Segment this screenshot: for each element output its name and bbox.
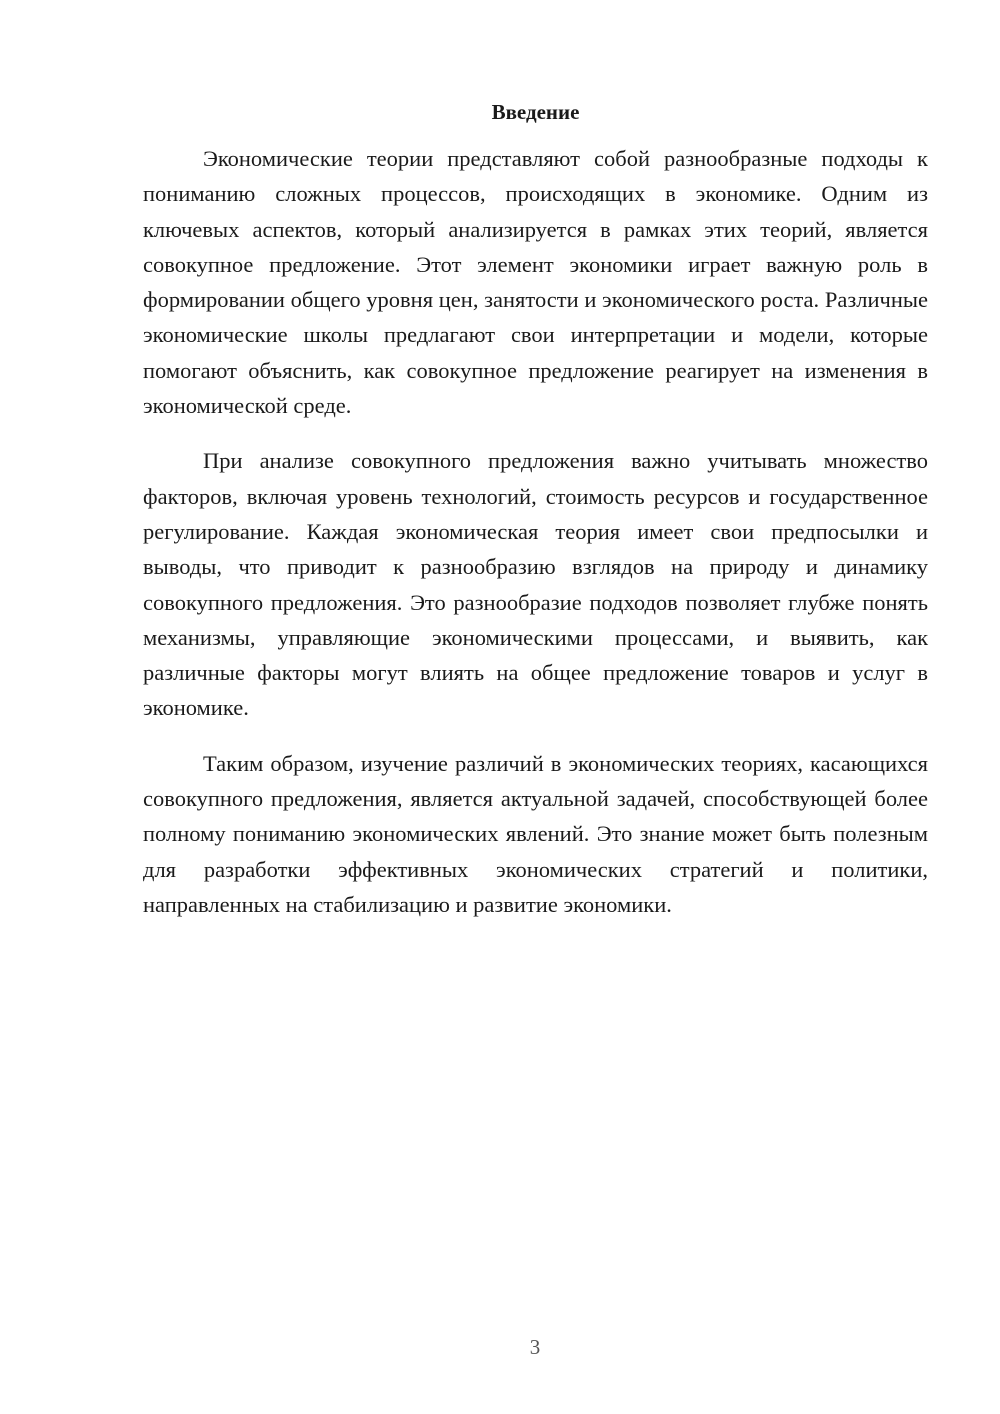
page-number: 3 [529,1335,541,1359]
section-title: Введение [491,100,580,124]
body-text [143,141,928,942]
paragraph-1: Экономические теории представляют собой разнообразные подходы к пониманию сложных процессов, происходящих в экономике. Одним из ключевых аспектов, который анализируется в рамках этих теорий, является совокупное предложение. Этот элемент экономики играет важную роль в формировании общего уровня цен, занятости и экономического роста. Различные экономические школы предлагают свои интерпретации и модели, которые помогают объяснить, как совокупное предложение реагирует на изменения в экономической среде. [143,146,928,419]
paragraph-3: Таким образом, изучение различий в экономических теориях, касающихся совокупного предложения, является актуальной задачей, способствующей более полному пониманию экономических явлений. Это знание может быть полезным для разработки эффективных экономических стратегий и политики, направленных на стабилизацию и развитие экономики. [143,750,928,917]
paragraph-2: При анализе совокупного предложения важно учитывать множество факторов, включая уровень технологий, стоимость ресурсов и государственное регулирование. Каждая экономическая теория имеет свои предпосылки и выводы, что приводит к разнообразию взглядов на природу и динамику совокупного предложения. Это разнообразие подходов позволяет глубже понять механизмы, управляющие экономическими процессами, и выявить, как различные факторы могут влиять на общее предложение товаров и услуг в экономике. [143,448,928,721]
